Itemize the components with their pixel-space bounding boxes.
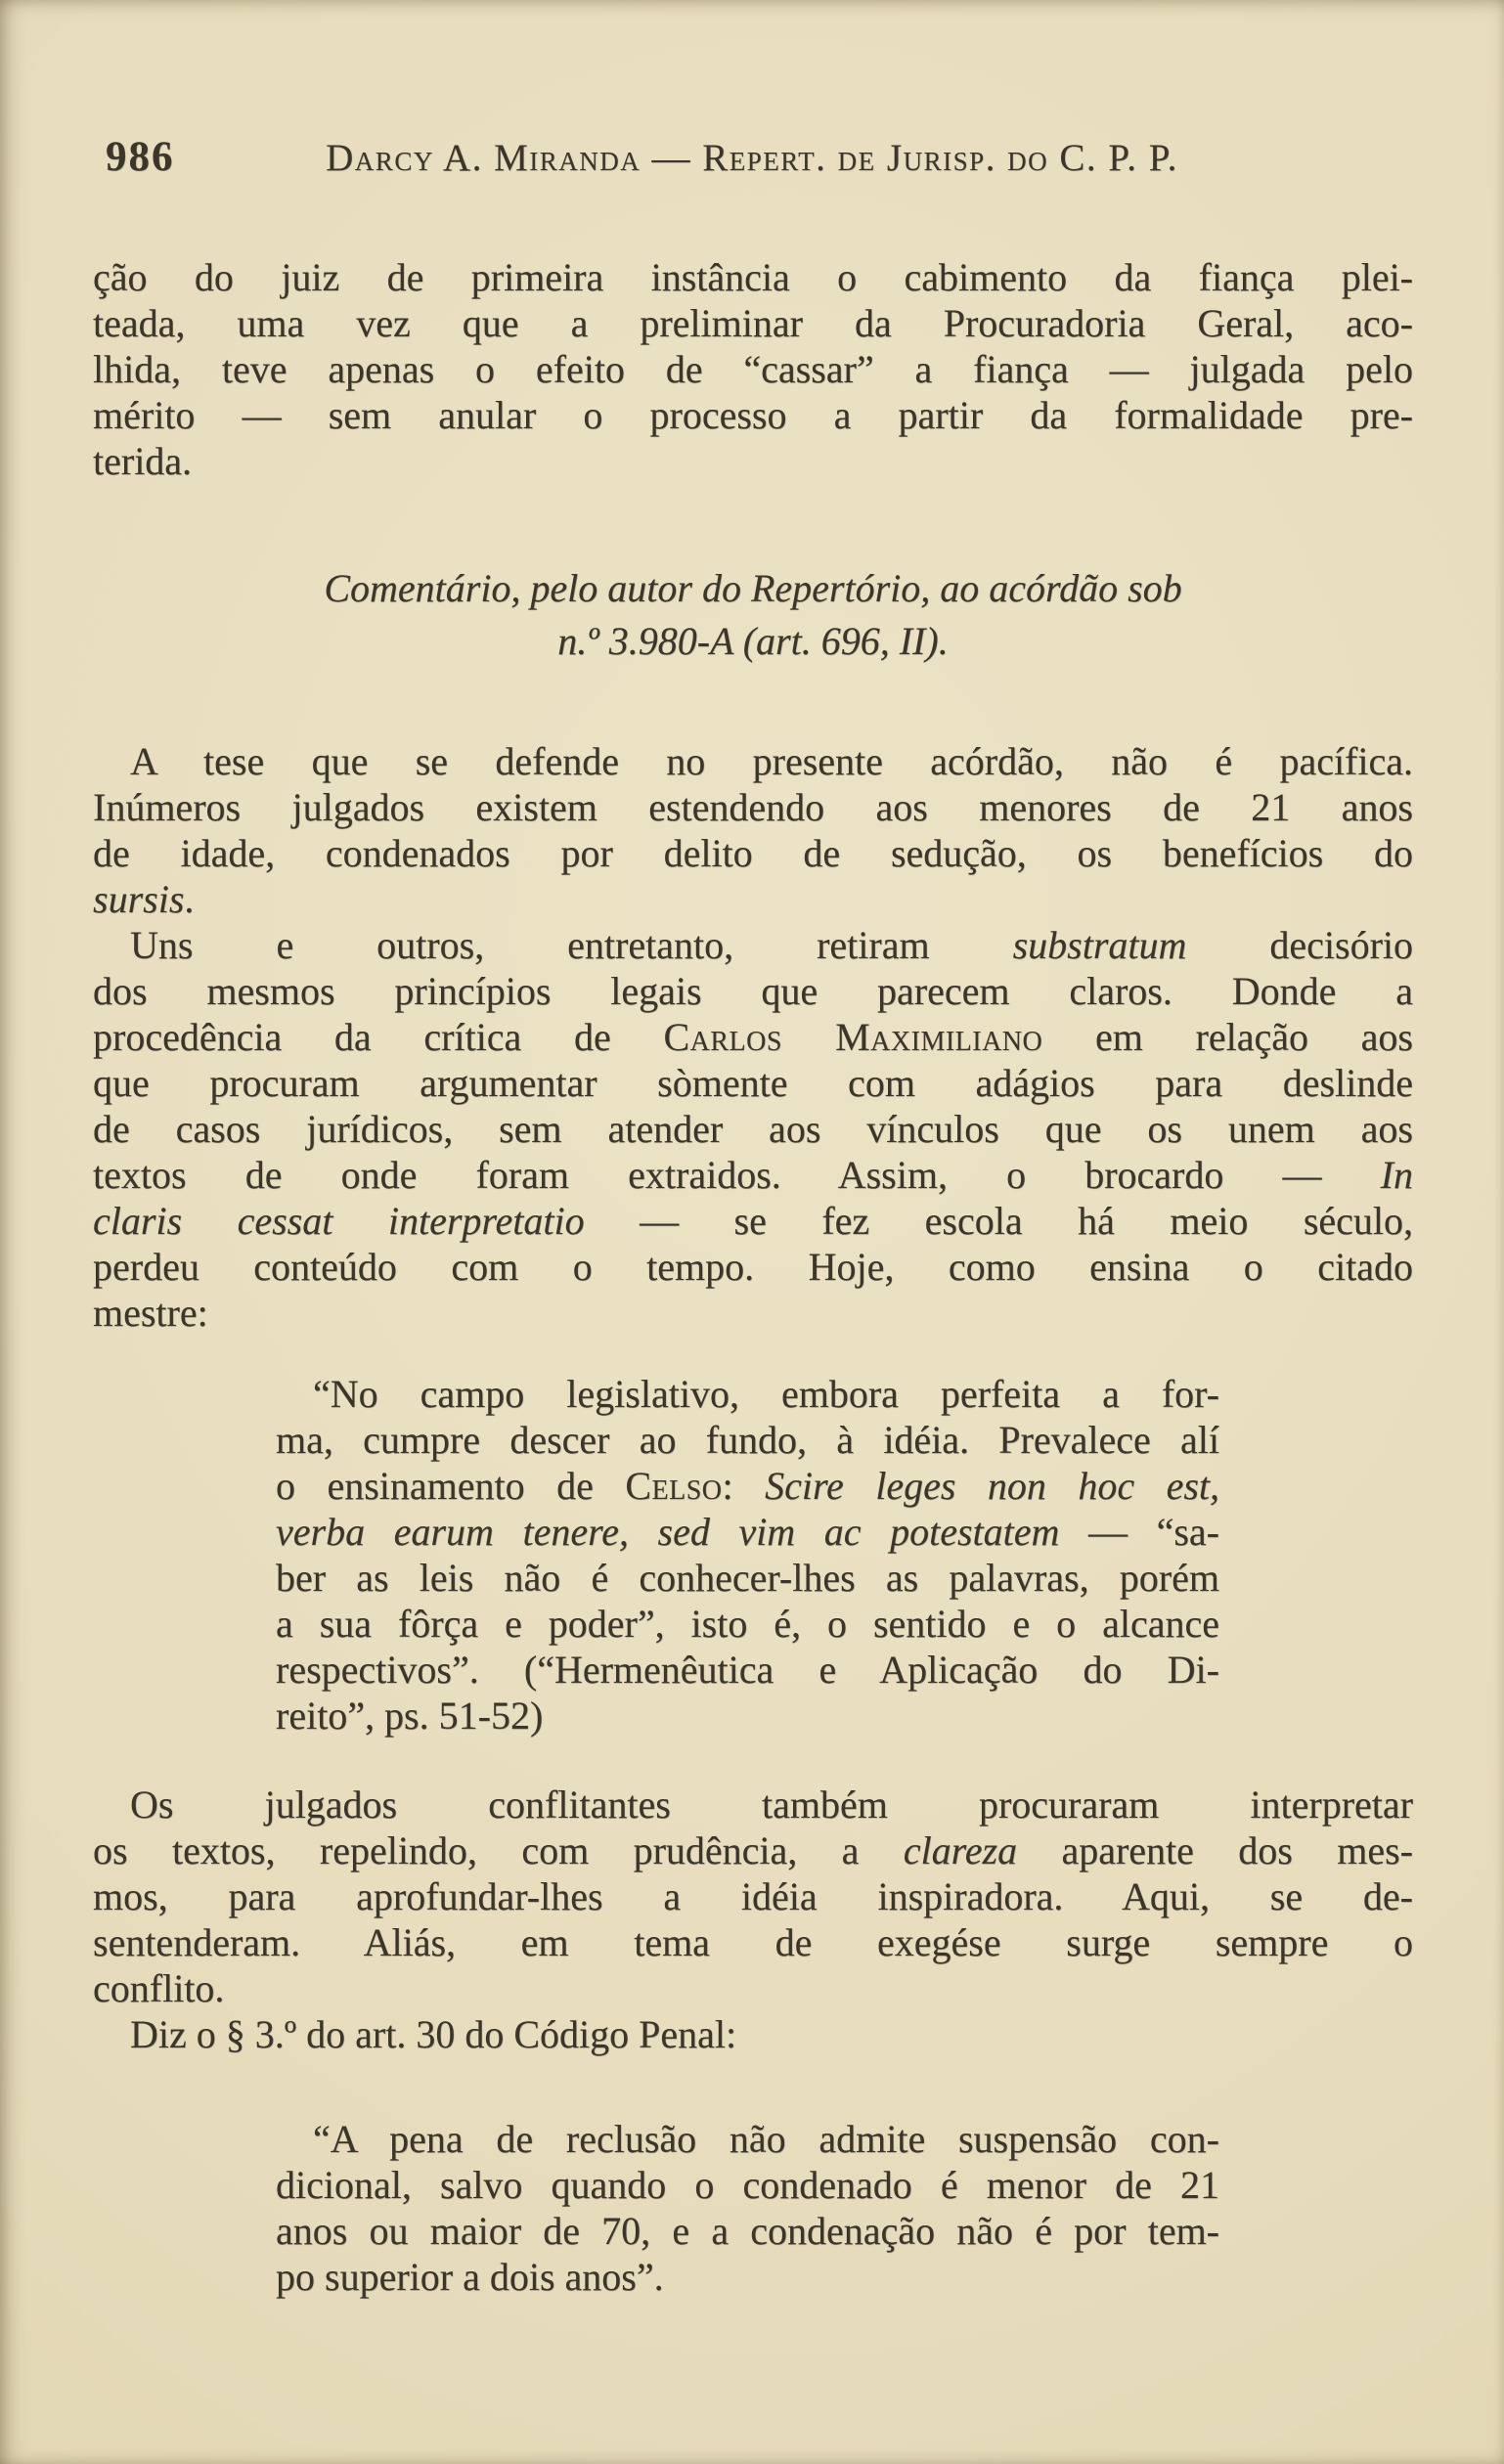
- text-line: [93, 1919, 1413, 1965]
- text-line: [93, 346, 1413, 392]
- page-number: 986: [106, 134, 175, 180]
- text-segment: mos, para aprofundar-lhes a idéia inspiradora. Aqui, se de-: [93, 1874, 1413, 1918]
- text-segment: dicional, salvo quando o condenado é menor de 21: [276, 2163, 1219, 2207]
- text-line: [93, 1014, 1413, 1060]
- paragraph-tese: [93, 738, 1413, 922]
- text-line: [276, 1647, 1219, 1693]
- italic-segment: clareza: [903, 1828, 1018, 1872]
- text-line: [93, 1106, 1413, 1152]
- text-line: [93, 738, 1413, 784]
- text-line: [276, 2254, 1219, 2300]
- text-segment: procedência da crítica de: [93, 1015, 664, 1059]
- text-line: [93, 392, 1413, 438]
- text-segment: respectivos”. (“Hermenêutica e Aplicação do Di-: [276, 1648, 1219, 1692]
- text-segment: teada, uma vez que a preliminar da Procuradoria Geral, aco-: [93, 301, 1413, 345]
- text-line: [276, 1555, 1219, 1601]
- text-line: [276, 1693, 1219, 1738]
- text-segment: Uns e outros, entretanto, retiram: [130, 923, 1013, 967]
- text-segment: n.º 3.980-A (art. 696, II).: [557, 619, 949, 663]
- text-line: [276, 1509, 1219, 1555]
- page-header: [0, 133, 1504, 182]
- commentary-heading: [93, 562, 1413, 668]
- text-segment: A tese que se defende no presente acórdão, não é pacífica.: [130, 739, 1413, 783]
- text-segment: conflito.: [93, 1966, 225, 2010]
- text-line: [93, 876, 1413, 922]
- text-line: [93, 968, 1413, 1014]
- text-line: [276, 2208, 1219, 2254]
- text-line: [93, 1290, 1413, 1336]
- text-line: [93, 1244, 1413, 1290]
- text-segment: reito”, ps. 51-52): [276, 1694, 544, 1738]
- text-segment: “No campo legislativo, embora perfeita a for-: [313, 1372, 1219, 1416]
- text-segment: ma, cumpre descer ao fundo, à idéia. Prevalece alí: [276, 1418, 1219, 1462]
- continued-paragraph: [93, 254, 1413, 484]
- text-line: [93, 1782, 1413, 1827]
- italic-segment: verba earum tenere, sed vim ac potestatem: [276, 1510, 1060, 1554]
- italic-segment: claris cessat interpretatio: [93, 1199, 585, 1243]
- quote-codigo-penal: [276, 2116, 1219, 2300]
- text-line: [93, 615, 1413, 668]
- text-line: [93, 922, 1413, 968]
- text-line: [276, 2116, 1219, 2162]
- text-line: [276, 1417, 1219, 1463]
- italic-segment: In: [1380, 1153, 1413, 1197]
- text-line: [93, 1965, 1413, 2011]
- text-line: [93, 1060, 1413, 1106]
- text-segment: — “sa-: [1059, 1510, 1219, 1554]
- text-segment: de idade, condenados por delito de sedução, os benefícios do: [93, 831, 1413, 875]
- text-line: [93, 300, 1413, 346]
- running-title: Darcy A. Miranda — Repert. de Jurisp. do C. P. P.: [326, 137, 1178, 179]
- text-segment: de casos jurídicos, sem atender aos vínculos que os unem aos: [93, 1107, 1413, 1151]
- text-segment: — se fez escola há meio século,: [584, 1199, 1414, 1243]
- text-segment: ber as leis não é conhecer-lhes as palavras, porém: [276, 1556, 1219, 1600]
- text-segment: o ensinamento de: [276, 1464, 626, 1508]
- text-line: [93, 562, 1413, 615]
- quote-maximiliano: [276, 1371, 1219, 1738]
- text-line: [93, 438, 1413, 484]
- text-line: [276, 1371, 1219, 1417]
- text-segment: aparente dos mes-: [1017, 1828, 1413, 1872]
- text-segment: decisório: [1186, 923, 1414, 967]
- italic-segment: substratum: [1012, 923, 1187, 967]
- text-line: [93, 1827, 1413, 1873]
- text-segment: :: [722, 1464, 766, 1508]
- text-segment: perdeu conteúdo com o tempo. Hoje, como ensina o citado: [93, 1245, 1413, 1289]
- text-segment: ção do juiz de primeira instância o cabimento da fiança plei-: [93, 255, 1413, 299]
- paragraph-diz-codigo-penal: [93, 2011, 1413, 2057]
- text-segment: textos de onde foram extraidos. Assim, o brocardo —: [93, 1153, 1381, 1197]
- smallcaps-segment: Celso: [625, 1464, 723, 1508]
- text-segment: mestre:: [93, 1291, 208, 1335]
- paragraph-uns-e-outros: [93, 922, 1413, 1336]
- text-segment: terida.: [93, 439, 193, 483]
- text-segment: os textos, repelindo, com prudência, a: [93, 1828, 904, 1872]
- text-segment: .: [184, 877, 195, 921]
- text-segment: em relação aos: [1042, 1015, 1413, 1059]
- text-segment: sentenderam. Aliás, em tema de exegése surge sempre o: [93, 1920, 1413, 1964]
- text-line: [276, 1601, 1219, 1647]
- text-segment: Diz o § 3.º do art. 30 do Código Penal:: [130, 2012, 737, 2056]
- text-line: [276, 2162, 1219, 2208]
- text-segment: que procuram argumentar sòmente com adágios para deslinde: [93, 1061, 1413, 1105]
- text-segment: anos ou maior de 70, e a condenação não é por tem-: [276, 2209, 1219, 2253]
- text-segment: a sua fôrça e poder”, isto é, o sentido e o alcance: [276, 1602, 1219, 1646]
- smallcaps-segment: Carlos Maximiliano: [663, 1015, 1043, 1059]
- paragraph-julgados-conflitantes: [93, 1782, 1413, 2011]
- page-text: [93, 254, 1413, 2300]
- text-line: [93, 2011, 1413, 2057]
- text-segment: mérito — sem anular o processo a partir da formalidade pre-: [93, 393, 1413, 437]
- italic-segment: Scire leges non hoc est,: [765, 1464, 1219, 1508]
- text-line: [93, 1152, 1413, 1198]
- text-segment: Comentário, pelo autor do Repertório, ao acórdão sob: [324, 566, 1182, 610]
- text-segment: dos mesmos princípios legais que parecem claros. Donde a: [93, 969, 1413, 1013]
- text-line: [93, 254, 1413, 300]
- text-line: [93, 1198, 1413, 1244]
- text-segment: po superior a dois anos”.: [276, 2255, 664, 2299]
- text-segment: lhida, teve apenas o efeito de “cassar” a fiança — julgada pelo: [93, 347, 1413, 391]
- text-line: [276, 1463, 1219, 1509]
- text-segment: Inúmeros julgados existem estendendo aos menores de 21 anos: [93, 785, 1413, 829]
- text-line: [93, 1873, 1413, 1919]
- text-line: [93, 784, 1413, 830]
- italic-segment: sursis: [93, 877, 185, 921]
- text-segment: Os julgados conflitantes também procuraram interpretar: [130, 1782, 1413, 1826]
- text-segment: “A pena de reclusão não admite suspensão con-: [313, 2117, 1219, 2161]
- text-line: [93, 830, 1413, 876]
